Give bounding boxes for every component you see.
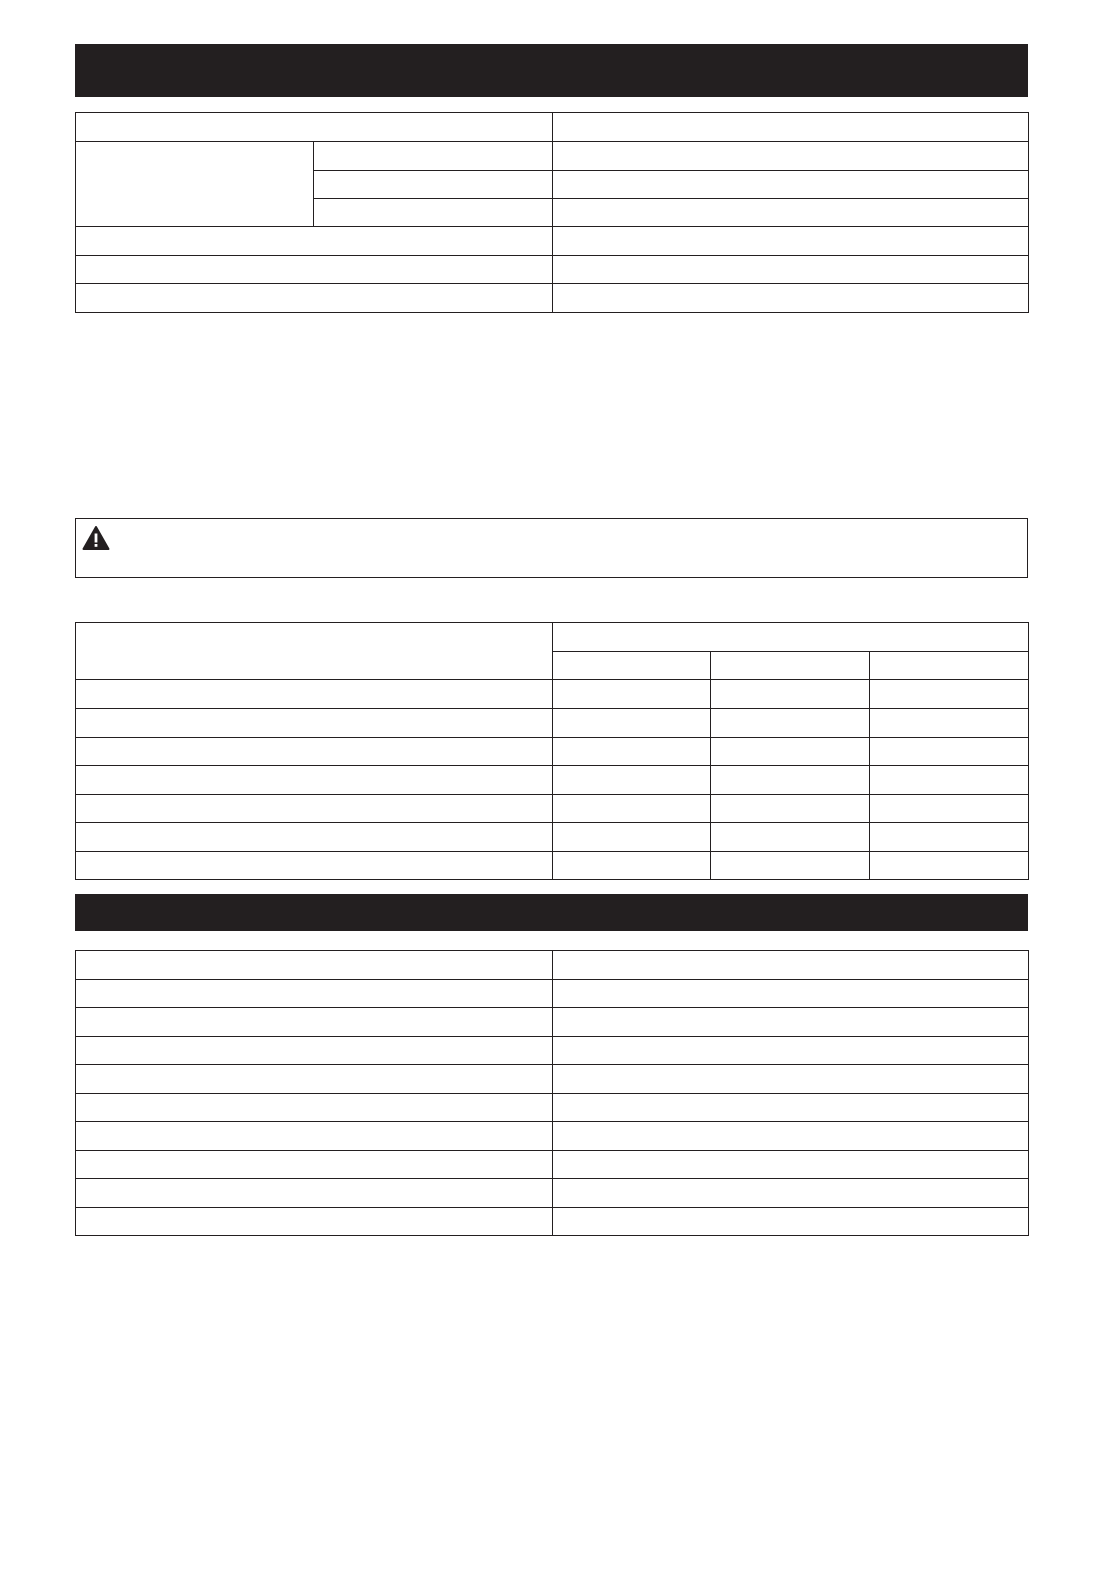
- spec-value: [553, 142, 1029, 171]
- compat-row-label: [76, 795, 553, 823]
- compat-cell: [553, 766, 711, 795]
- table-row: [76, 256, 1029, 284]
- symbol-cell: [76, 1151, 553, 1179]
- table-row: [76, 1151, 1029, 1179]
- spec-sublabel: [314, 142, 553, 171]
- symbol-cell: [76, 1065, 553, 1094]
- table-row: [76, 680, 1029, 709]
- symbol-cell: [76, 1122, 553, 1151]
- spec-value: [553, 256, 1029, 284]
- table-row: [76, 1208, 1029, 1236]
- compat-cell: [553, 738, 711, 766]
- symbol-cell: [76, 1037, 553, 1065]
- spec-value: [553, 171, 1029, 199]
- section-header-specifications: [75, 44, 1028, 97]
- spec-label: [76, 227, 553, 256]
- symbol-cell: [76, 1094, 553, 1122]
- compat-cell: [553, 795, 711, 823]
- table-row: [76, 795, 1029, 823]
- compat-cell: [711, 738, 870, 766]
- warning-box: [75, 518, 1028, 578]
- symbols-table: [75, 950, 1029, 1236]
- compat-subheader: [870, 652, 1029, 680]
- meaning-cell: [553, 951, 1029, 980]
- meaning-cell: [553, 1008, 1029, 1037]
- compat-cell: [711, 680, 870, 709]
- compat-cell: [553, 709, 711, 738]
- compat-cell: [870, 852, 1029, 880]
- compat-cell: [870, 680, 1029, 709]
- compat-cell: [870, 709, 1029, 738]
- spec-sublabel: [314, 171, 553, 199]
- compat-cell: [553, 823, 711, 852]
- section-header-symbols: [75, 894, 1028, 931]
- compat-cell: [711, 709, 870, 738]
- table-row: [76, 1122, 1029, 1151]
- compat-cell: [711, 823, 870, 852]
- table-row: [76, 823, 1029, 852]
- warning-triangle-icon: [82, 525, 110, 551]
- table-row: [76, 113, 1029, 142]
- compat-cell: [553, 852, 711, 880]
- compat-row-label: [76, 738, 553, 766]
- compat-row-label: [76, 709, 553, 738]
- compat-cell: [870, 738, 1029, 766]
- compat-row-label: [76, 852, 553, 880]
- meaning-cell: [553, 1122, 1029, 1151]
- table-row: [76, 709, 1029, 738]
- table-header-row: [76, 623, 1029, 652]
- table-row: [76, 951, 1029, 980]
- table-row: [76, 766, 1029, 795]
- compat-header-group: [553, 623, 1029, 652]
- table-row: [76, 980, 1029, 1008]
- table-row: [76, 1179, 1029, 1208]
- table-row: [76, 1037, 1029, 1065]
- symbol-cell: [76, 951, 553, 980]
- compat-row-label: [76, 823, 553, 852]
- compat-subheader: [711, 652, 870, 680]
- spec-value: [553, 284, 1029, 313]
- symbol-cell: [76, 980, 553, 1008]
- symbol-cell: [76, 1008, 553, 1037]
- spec-group-label: [76, 142, 314, 227]
- meaning-cell: [553, 1179, 1029, 1208]
- meaning-cell: [553, 1208, 1029, 1236]
- meaning-cell: [553, 1094, 1029, 1122]
- compat-cell: [870, 823, 1029, 852]
- table-row: [76, 284, 1029, 313]
- spec-value: [553, 227, 1029, 256]
- compat-cell: [711, 766, 870, 795]
- table-row: [76, 227, 1029, 256]
- specifications-table: [75, 112, 1029, 313]
- compat-cell: [711, 852, 870, 880]
- compat-cell: [870, 766, 1029, 795]
- compat-cell: [553, 680, 711, 709]
- spec-label: [76, 256, 553, 284]
- table-row: [76, 142, 1029, 171]
- table-row: [76, 1065, 1029, 1094]
- spec-value: [553, 113, 1029, 142]
- compat-header-left: [76, 623, 553, 680]
- meaning-cell: [553, 1065, 1029, 1094]
- spec-label: [76, 113, 553, 142]
- compat-row-label: [76, 766, 553, 795]
- spec-sublabel: [314, 199, 553, 227]
- meaning-cell: [553, 1037, 1029, 1065]
- symbol-cell: [76, 1208, 553, 1236]
- spec-value: [553, 199, 1029, 227]
- meaning-cell: [553, 1151, 1029, 1179]
- compat-row-label: [76, 680, 553, 709]
- compat-cell: [711, 795, 870, 823]
- table-row: [76, 738, 1029, 766]
- compatibility-table: [75, 622, 1029, 880]
- compat-cell: [870, 795, 1029, 823]
- meaning-cell: [553, 980, 1029, 1008]
- compat-subheader: [553, 652, 711, 680]
- table-row: [76, 1094, 1029, 1122]
- table-row: [76, 852, 1029, 880]
- spec-label: [76, 284, 553, 313]
- table-row: [76, 1008, 1029, 1037]
- symbol-cell: [76, 1179, 553, 1208]
